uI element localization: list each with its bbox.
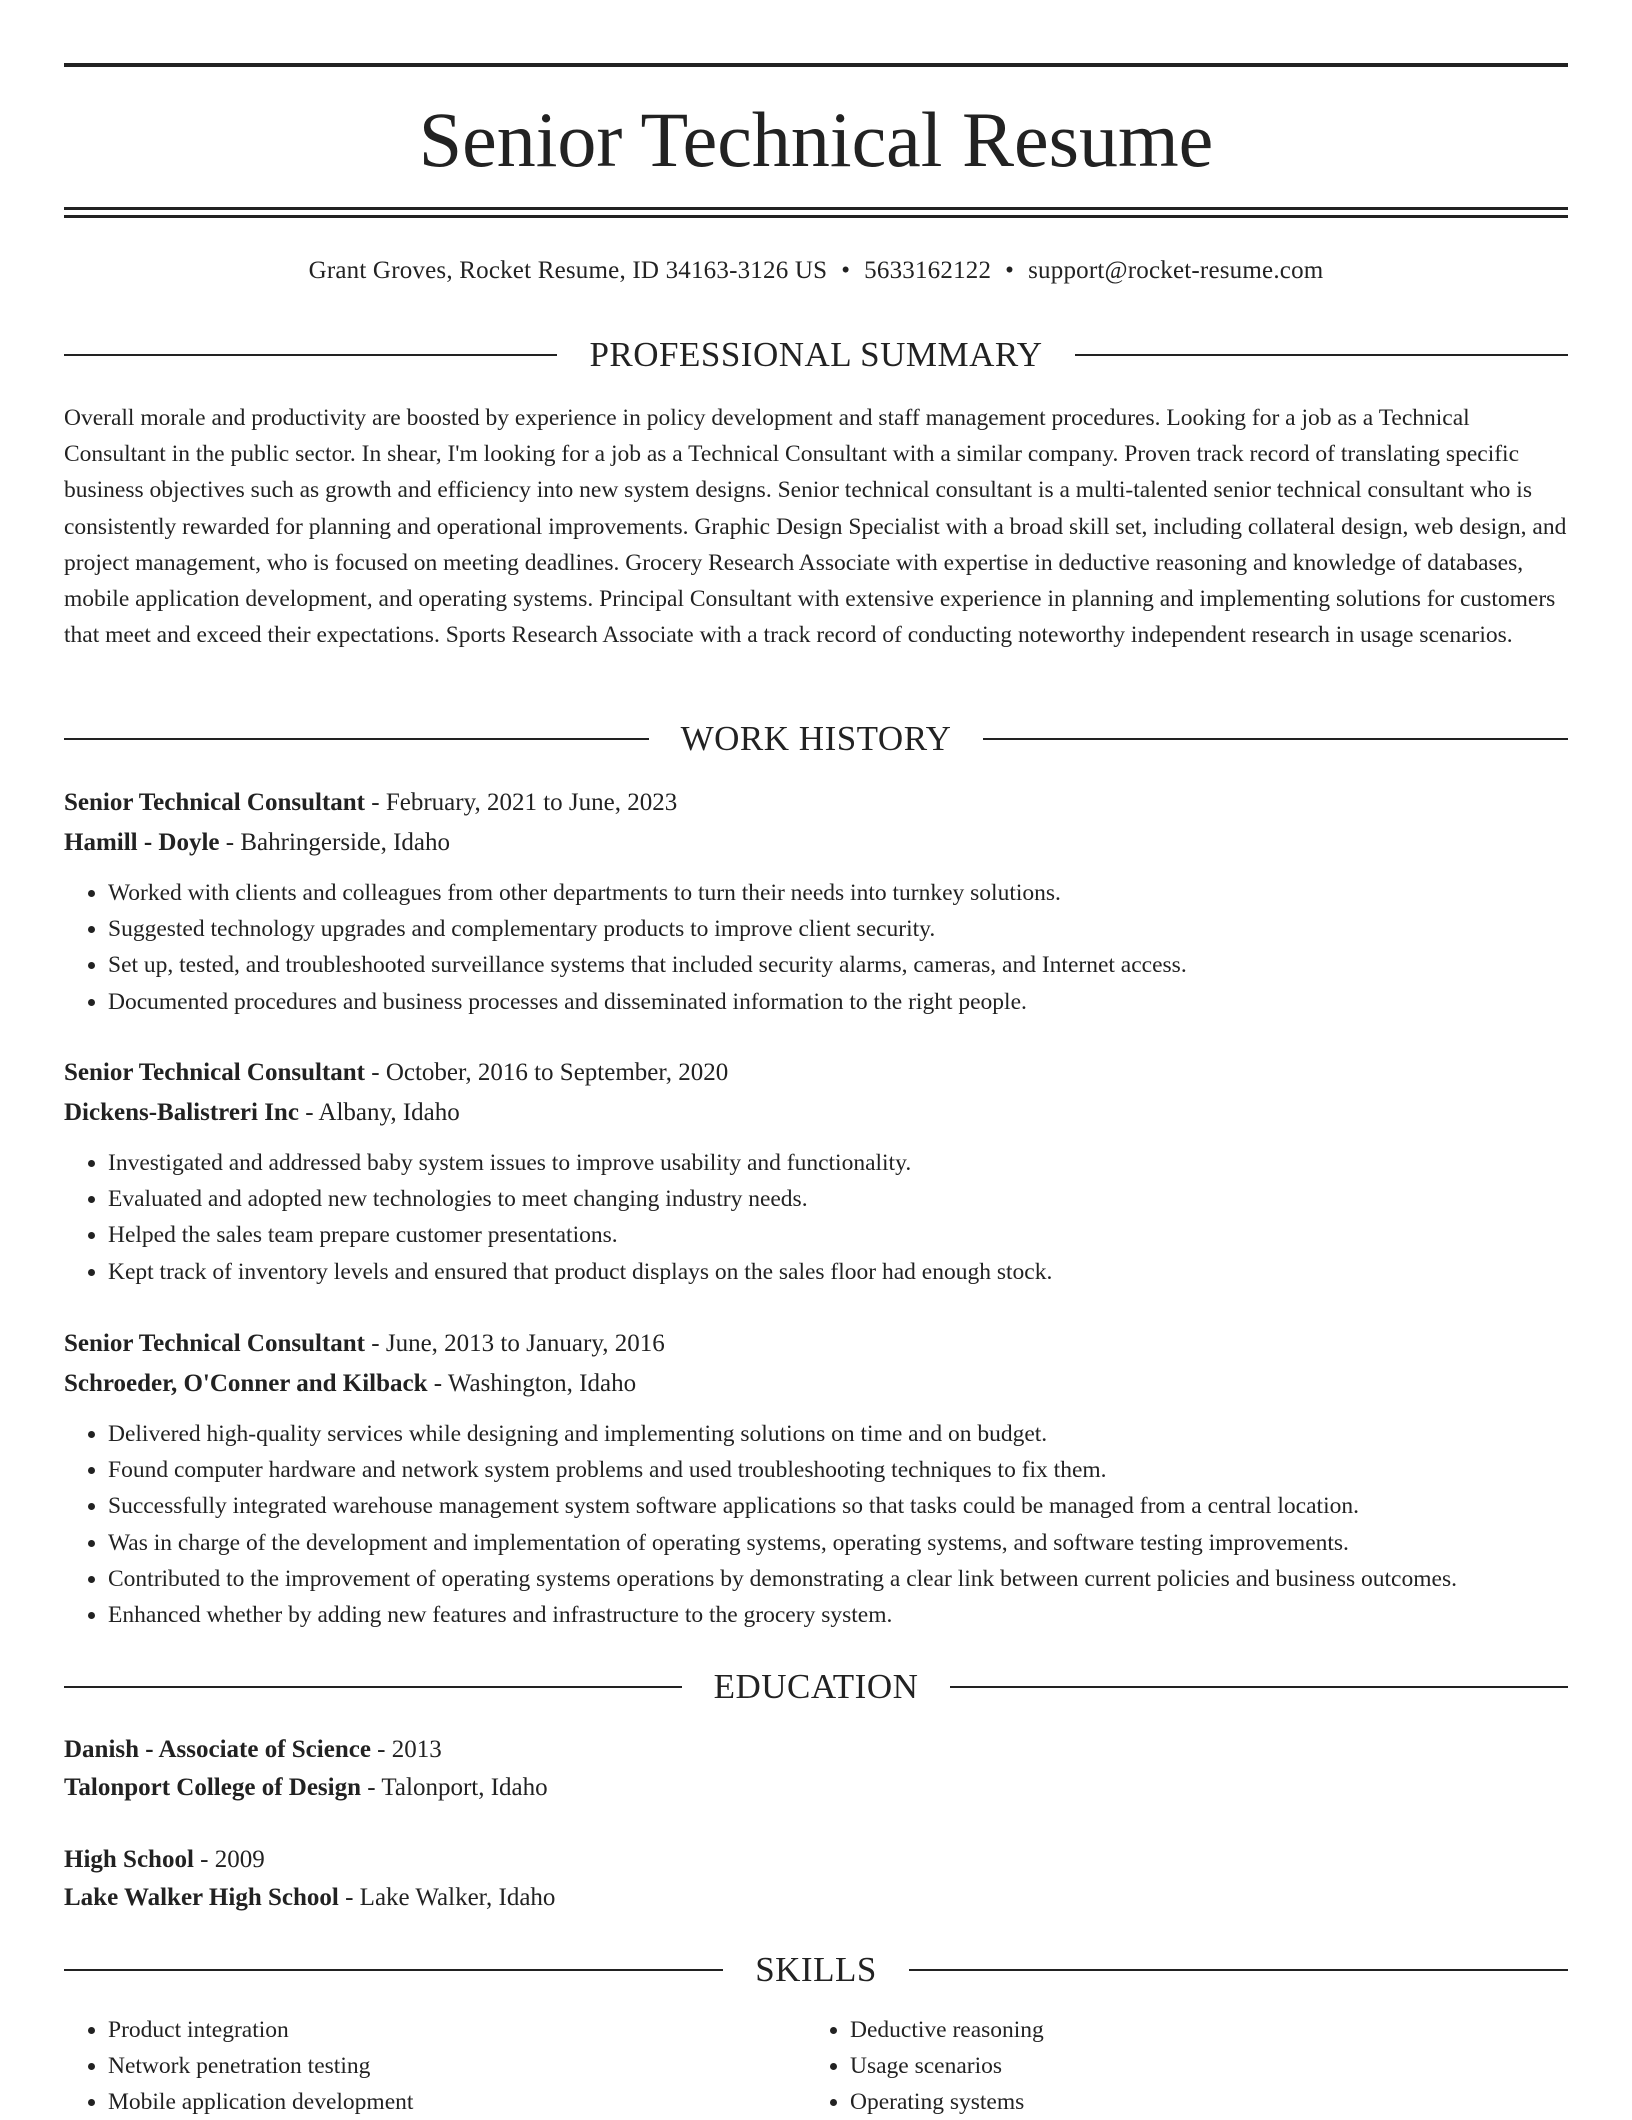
divider	[64, 354, 557, 356]
skill-item: • Network penetration testing	[108, 2048, 806, 2084]
divider	[950, 1686, 1568, 1688]
divider	[1075, 354, 1568, 356]
job-bullet: • Was in charge of the development and implementation of operating systems, operating systems, and software testing improvements.	[108, 1525, 1568, 1561]
skill-item: • Usage scenarios	[850, 2048, 1548, 2084]
job-company: Hamill - Doyle	[64, 829, 220, 856]
divider	[909, 1969, 1568, 1971]
resume-title: Senior Technical Resume	[418, 96, 1214, 183]
job-company-line	[64, 1093, 1568, 1133]
education-degree-line	[64, 1731, 1568, 1769]
job-bullet: • Contributed to the improvement of operating systems operations by demonstrating a clear link between current policies and business outcomes.	[108, 1561, 1568, 1597]
contact-separator: •	[1005, 257, 1015, 284]
divider	[983, 738, 1568, 740]
job-entry	[64, 1324, 1568, 1633]
section-title-skills: SKILLS	[755, 1950, 877, 1989]
skills-column-right	[806, 2012, 1548, 2120]
education-school: Lake Walker High School	[64, 1884, 339, 1911]
contact-email: support@rocket-resume.com	[1028, 257, 1324, 284]
education-location: - Talonport, Idaho	[361, 1774, 548, 1801]
job-bullet: • Set up, tested, and troubleshooted surveillance systems that included security alarms, cameras, and Internet access.	[108, 947, 1568, 983]
education-location: - Lake Walker, Idaho	[338, 1884, 556, 1911]
job-title-line	[64, 1053, 1568, 1093]
contact-line	[64, 254, 1568, 288]
skills-list	[64, 2012, 1568, 2120]
job-bullet: • Documented procedures and business processes and disseminated information to the right people.	[108, 984, 1568, 1020]
education-year: - 2013	[370, 1736, 442, 1763]
education-school-line	[64, 1879, 1568, 1917]
job-bullet: • Evaluated and adopted new technologies to meet changing industry needs.	[108, 1181, 1568, 1217]
job-bullet: • Suggested technology upgrades and complementary products to improve client security.	[108, 911, 1568, 947]
job-bullets	[64, 1416, 1568, 1633]
skills-column-left	[64, 2012, 806, 2120]
divider	[64, 1969, 723, 1971]
job-bullets	[64, 875, 1568, 1020]
job-company: Dickens-Balistreri Inc	[64, 1099, 299, 1126]
education-degree: High School	[64, 1846, 194, 1873]
education-degree: Danish - Associate of Science	[64, 1736, 371, 1763]
job-dates: - February, 2021 to June, 2023	[365, 789, 678, 816]
divider	[64, 738, 649, 740]
top-rule	[64, 63, 1568, 67]
education-school-line	[64, 1769, 1568, 1807]
skill-item: • Mobile application development	[108, 2084, 806, 2120]
job-location: - Bahringerside, Idaho	[219, 829, 451, 856]
contact-separator: •	[841, 257, 851, 284]
contact-phone: 5633162122	[864, 257, 992, 284]
skill-item: • Product integration	[108, 2012, 806, 2048]
job-title: Senior Technical Consultant	[64, 789, 366, 816]
job-location: - Albany, Idaho	[298, 1099, 460, 1126]
education-year: - 2009	[193, 1846, 265, 1873]
contact-address: Grant Groves, Rocket Resume, ID 34163-3126 US	[308, 257, 828, 284]
section-title-work-history: WORK HISTORY	[680, 719, 952, 758]
job-bullet: • Delivered high-quality services while designing and implementing solutions on time and on budget.	[108, 1416, 1568, 1452]
job-entry	[64, 1053, 1568, 1290]
section-header-education	[64, 1665, 1568, 1709]
skill-item: • Operating systems	[850, 2084, 1548, 2120]
job-dates: - June, 2013 to January, 2016	[365, 1330, 665, 1357]
divider	[64, 1686, 682, 1688]
job-bullet: • Helped the sales team prepare customer presentations.	[108, 1217, 1568, 1253]
job-company-line	[64, 1364, 1568, 1404]
job-bullet: • Found computer hardware and network system problems and used troubleshooting techniques to fix them.	[108, 1452, 1568, 1488]
education-entry	[64, 1841, 1568, 1917]
job-title: Senior Technical Consultant	[64, 1330, 366, 1357]
job-location: - Washington, Idaho	[427, 1370, 637, 1397]
job-bullet: • Worked with clients and colleagues from other departments to turn their needs into turnkey solutions.	[108, 875, 1568, 911]
job-bullet: • Kept track of inventory levels and ensured that product displays on the sales floor had enough stock.	[108, 1254, 1568, 1290]
job-title: Senior Technical Consultant	[64, 1059, 366, 1086]
section-header-work-history	[64, 717, 1568, 761]
section-header-skills	[64, 1948, 1568, 1992]
job-company: Schroeder, O'Conner and Kilback	[64, 1370, 428, 1397]
skill-item: • Deductive reasoning	[850, 2012, 1548, 2048]
job-bullets	[64, 1145, 1568, 1290]
job-dates: - October, 2016 to September, 2020	[365, 1059, 729, 1086]
job-bullet: • Investigated and addressed baby system issues to improve usability and functionality.	[108, 1145, 1568, 1181]
title-double-rule	[64, 207, 1568, 218]
job-entry	[64, 783, 1568, 1020]
education-degree-line	[64, 1841, 1568, 1879]
section-title-summary: PROFESSIONAL SUMMARY	[589, 335, 1043, 374]
summary-text: Overall morale and productivity are boosted by experience in policy development and staff management procedures. Looking for a job as a Technical Consultant in the public sector. In shear, I'm looking for a job as a Technical Consultant with a similar company. Proven track record of translating specific business objectives such as growth and efficiency into new system designs. Senior technical consultant is a multi-talented senior technical consultant who is consistently rewarded for planning and operational improvements. Graphic Design Specialist with a broad skill set, including collateral design, web design, and project management, who is focused on meeting deadlines. Grocery Research Associate with expertise in deductive reasoning and knowledge of databases, mobile application development, and operating systems. Principal Consultant with extensive experience in planning and implementing solutions for customers that meet and exceed their expectations. Sports Research Associate with a track record of conducting noteworthy independent research in usage scenarios.	[64, 405, 1567, 649]
job-title-line	[64, 783, 1568, 823]
section-title-education: EDUCATION	[713, 1667, 919, 1706]
job-bullet: • Enhanced whether by adding new features and infrastructure to the grocery system.	[108, 1597, 1568, 1633]
job-company-line	[64, 823, 1568, 863]
education-entry	[64, 1731, 1568, 1807]
section-header-summary	[64, 333, 1568, 377]
job-bullet: • Successfully integrated warehouse management system software applications so that tasks could be managed from a central location.	[108, 1488, 1568, 1524]
education-school: Talonport College of Design	[64, 1774, 361, 1801]
job-title-line	[64, 1324, 1568, 1364]
